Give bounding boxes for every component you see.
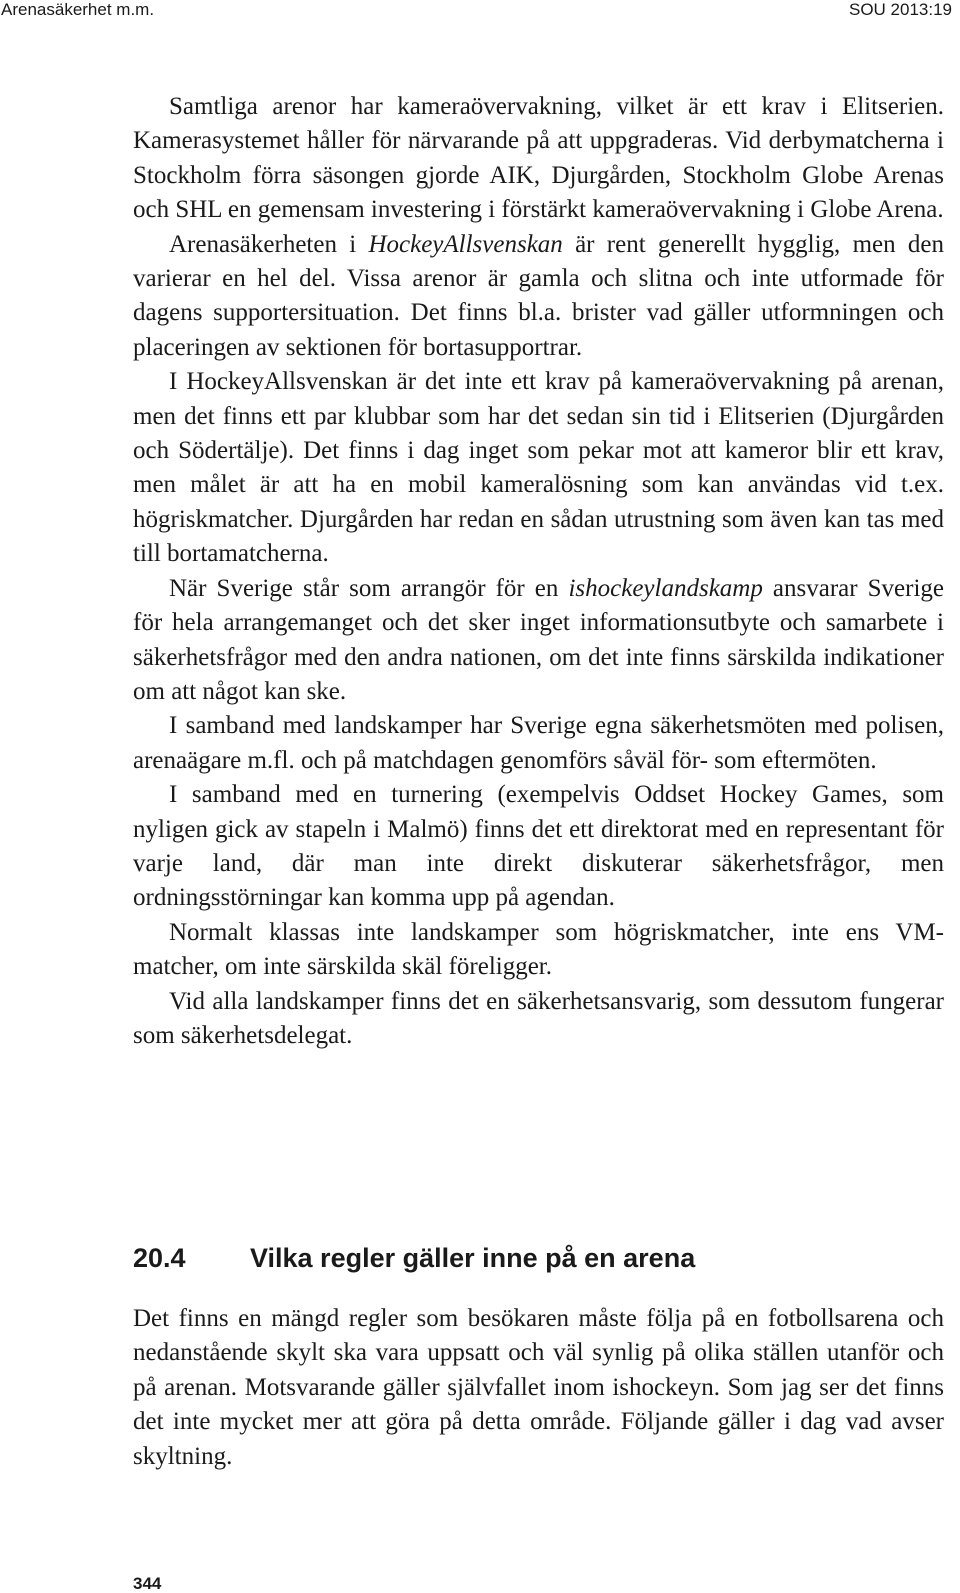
header-report-id: SOU 2013:19 (848, 0, 952, 19)
section-heading (133, 1238, 944, 1278)
paragraph: Samtliga arenor har kameraövervakning, vilket är ett krav i Elitserien. Kamerasystemet håller för närvarande på att uppgraderas. Vid derbymatcherna i Stockholm förra säsongen gjorde AIK, Djurgården, Stockholm Globe Arenas och SHL en gemensam investering i förstärkt kameraövervakning i Globe Arena. (133, 93, 944, 224)
paragraph: I HockeyAllsvenskan är det inte ett krav på kameraövervakning på arenan, men det finns ett par klubbar som har det sedan sin tid i Elitserien (Djurgården och Södertälje). Det finns i dag inget som pekar mot att kameror blir ett krav, men målet är att ha en mobil kameralösning som kan användas vid t.ex. högriskmatcher. Djurgården har redan en sådan utrustning som även kan tas med till bortamatcherna. (133, 368, 944, 568)
paragraph: Det finns en mängd regler som besökaren måste följa på en fotbollsarena och nedanstående skylt ska vara uppsatt och väl synlig på olika ställen utanför och på arenan. Motsvarande gäller självfallet inom ishockeyn. Som jag ser det finns det inte mycket mer att göra på detta område. Följande gäller i dag vad avser skyltning. (133, 1305, 944, 1470)
running-header (0, 0, 960, 20)
paragraph: När Sverige står som arrangör för en ishockeylandskamp ansvarar Sverige för hela arrangemanget och det sker inget informationsutbyte och samarbete i säkerhetsfrågor med den andra nationen, om det inte finns särskilda indikationer om att något kan ske. (133, 574, 944, 705)
body-text (133, 90, 944, 1053)
section-body (133, 1302, 944, 1474)
paragraph: Normalt klassas inte landskamper som högriskmatcher, inte ens VM-matcher, om inte särskilda skäl föreligger. (133, 918, 944, 981)
paragraph: I samband med en turnering (exempelvis Oddset Hockey Games, som nyligen gick av stapeln i Malmö) finns det ett direktorat med en representant för varje land, där man inte direkt diskuterar säkerhetsfrågor, men ordningsstörningar kan komma upp på agendan. (133, 781, 944, 912)
emphasis: HockeyAllsvenskan (368, 230, 563, 258)
emphasis: ishockeylandskamp (568, 574, 763, 602)
section-title: Vilka regler gäller inne på en arena (250, 1243, 696, 1273)
paragraph: I samband med landskamper har Sverige egna säkerhetsmöten med polisen, arenaägare m.fl. och på matchdagen genomförs såväl för- som eftermöten. (133, 712, 944, 774)
paragraph: Arenasäkerheten i HockeyAllsvenskan är rent generellt hygglig, men den varierar en hel del. Vissa arenor är gamla och slitna och inte utformade för dagens supportersituation. Det finns bl.a. brister vad gäller utformningen och placeringen av sektionen för bortasupportrar. (133, 230, 944, 361)
page-number: 344 (133, 1574, 162, 1593)
paragraph: Vid alla landskamper finns det en säkerhetsansvarig, som dessutom fungerar som säkerhetsdelegat. (133, 987, 944, 1049)
section-number: 20.4 (133, 1243, 186, 1273)
header-chapter-title: Arenasäkerhet m.m. (1, 0, 155, 19)
